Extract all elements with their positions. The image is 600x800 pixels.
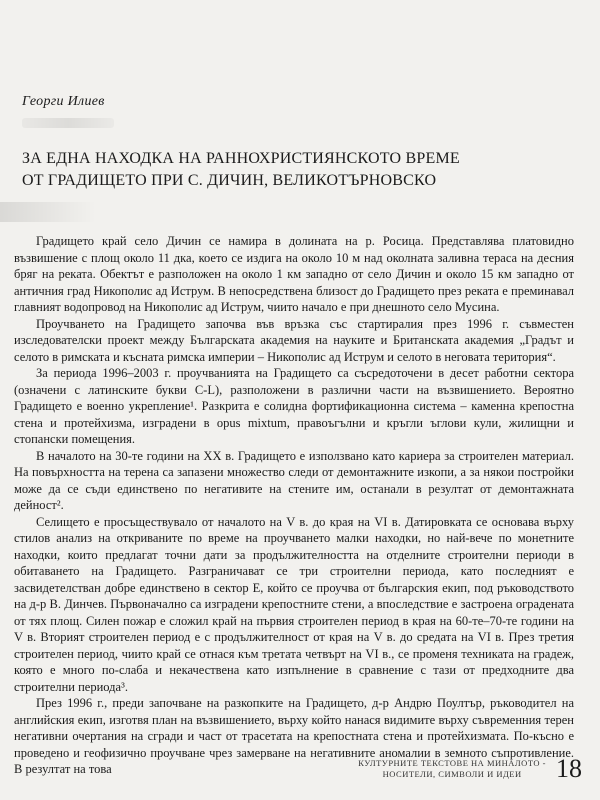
page-number: 18 [556,754,582,783]
series-title [358,758,546,780]
author-name: Георги Илиев [22,94,105,109]
paragraph: Градището край село Дичин се намира в долината на р. Росица. Представлява платовидно възвишение с площ около 11 дка, което се издига на около 10 м над околната заливна тераса на десния бряг на реката. Обектът е разположен на около 1 км западно от село Дичин и около 15 км западно от античния град Никополис ад Иструм. В непосредствена близост до Градището през реката е преминавал главният водопровод на Никополис ад Иструм, чиито начало е при днешното село Мусина. [14,234,574,314]
series-line: НОСИТЕЛИ, СИМВОЛИ И ИДЕИ [382,769,522,779]
page-footer [358,756,582,782]
article-title [22,148,542,192]
print-smudge [0,202,96,222]
paragraph: Проучването на Градището започва във връзка със стартиралия през 1996 г. съвместен изследователски проект между Българската академия на науките и Британската академия „Градът и селото в римската и късната римска империи – Никополис ад Иструм и селото в неговата територия“. [14,316,574,364]
series-line: КУЛТУРНИТЕ ТЕКСТОВЕ НА МИНАЛОТО - [358,758,546,768]
paragraph: В началото на 30-те години на XX в. Градището е използвано като кариера за строителен материал. На повърхността на терена са запазени множество следи от демонтажните изкопи, а за някои постройки може да се съди единствено по негативите на стените им, останали в резултат от демонтажната дейност². [14,448,574,512]
title-line: ЗА ЕДНА НАХОДКА НА РАННОХРИСТИЯНСКОТО ВРЕМЕ [22,150,460,167]
article-body [14,233,574,778]
paragraph: През 1996 г., преди започване на разкопките на Градището, д-р Андрю Поултър, ръководител на английския екип, изготвя план на възвишението, върху който нанася видимите върху съвременния терен негативни очертания на сгради и част от трасетата на крепостната стена и протейхизмата. По-късно е проведено и геофизично проучване чрез замерване на негативните аномалии в земното съпротивление. В резултат на това [14,696,574,776]
paragraph: Селището е просъществувало от началото на V в. до края на VI в. Датировката се основава върху стилов анализ на откриваните по време на проучването малки находки, но най-вече по монетните находки, които предлагат точни дати за продължителността на отделните строителни периоди в обитаването на Градището. Разграничават се три строителни периода, като последният е засвидетелстван добре единствено в сектор E, който се проучва от българския екип, под ръководството на д-р В. Динчев. Първоначално са изградени крепостните стени, а впоследствие е застроена оградената от тях площ. Силен пожар е сложил край на първия строителен период в края на 60-те–70-те години на V в. Вторият строителен период е с продължителност от края на V в. до средата на VI в. През третия строителен период, чиито край се отнася към третата четвърт на VI в., се променя техниката на градеж, която е много по-слаба и некачествена като изпълнение в сравнение с тази от предходните два строителни периода³. [14,514,574,694]
print-smudge [22,118,114,128]
title-line: ОТ ГРАДИЩЕТО ПРИ С. ДИЧИН, ВЕЛИКОТЪРНОВСКО [22,172,437,189]
paragraph: За периода 1996–2003 г. проучванията на Градището са съсредоточени в десет работни сектора (означени с латинските букви C-L), разположени в различни части на възвишението. Вероятно Градището е военно укрепление¹. Разкрита е солидна фортификационна система – каменна крепостна стена и протейхизма, изградени в opus mixtum, правоъгълни и кръгли ъглови кули, жилищни и стопански помещения. [14,366,574,446]
